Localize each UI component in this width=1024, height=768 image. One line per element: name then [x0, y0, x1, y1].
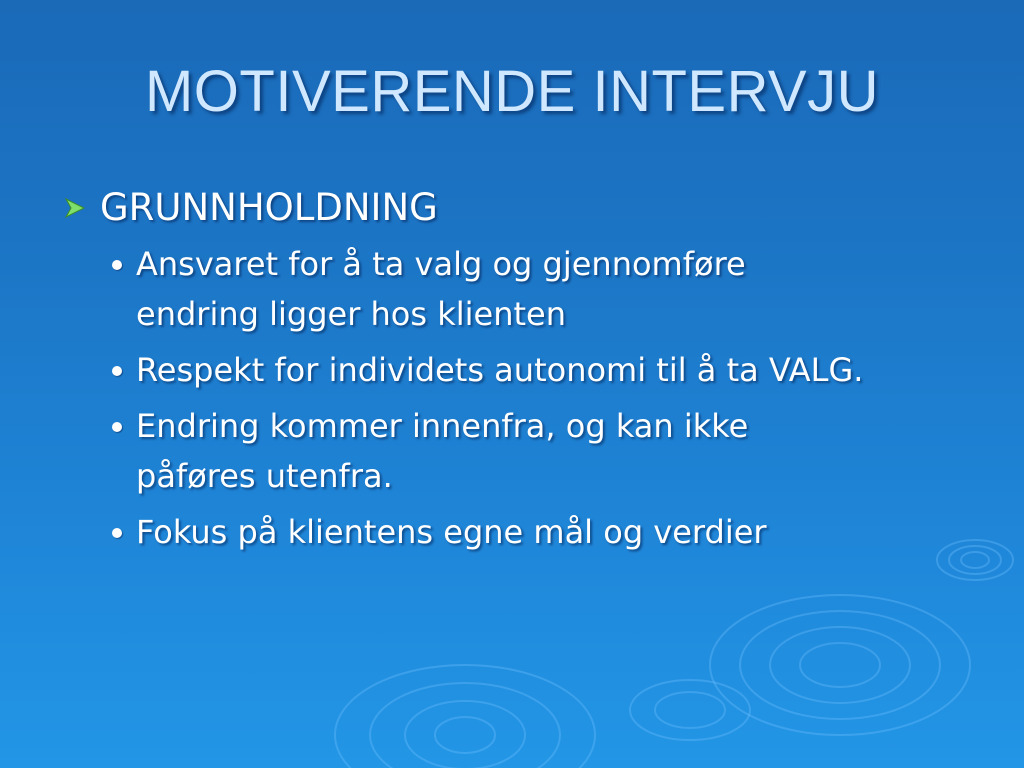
list-item — [112, 345, 962, 395]
list-item-text: Endring kommer innenfra, og kan ikke påføres utenfra. — [136, 407, 749, 495]
heading-text: GRUNNHOLDNING — [100, 186, 438, 229]
list-item-text: Ansvaret for å ta valg og gjennomføre endring ligger hos klienten — [136, 245, 746, 333]
list-item — [112, 401, 962, 501]
bullet-list — [112, 239, 962, 557]
list-item — [112, 239, 962, 339]
dot-icon — [112, 366, 122, 376]
list-item-text: Respekt for individets autonomi til å ta VALG. — [136, 351, 864, 389]
arrow-right-icon — [62, 195, 88, 221]
dot-icon — [112, 528, 122, 538]
dot-icon — [112, 422, 122, 432]
list-item-text: Fokus på klientens egne mål og verdier — [136, 513, 767, 551]
list-item — [112, 507, 962, 557]
dot-icon — [112, 260, 122, 270]
heading-row — [62, 186, 962, 229]
slide-content — [62, 186, 962, 563]
slide-title: MOTIVERENDE INTERVJU — [144, 59, 879, 124]
